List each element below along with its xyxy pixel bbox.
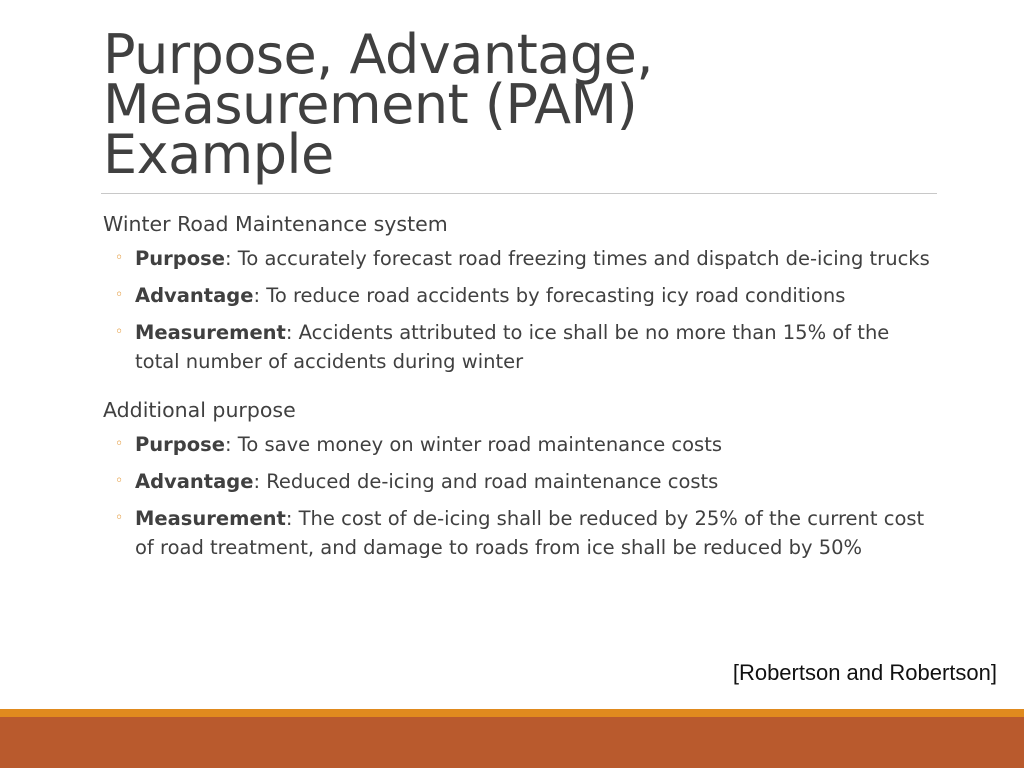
section-heading: Additional purpose (103, 398, 296, 422)
bullet-list (103, 430, 933, 562)
bullet-item (103, 430, 933, 459)
section-heading: Winter Road Maintenance system (103, 212, 448, 236)
bullet-list (103, 244, 933, 376)
bullet-keyword: Measurement (135, 507, 286, 530)
slide-title-line: Measurement (PAM) (103, 73, 638, 136)
bullet-item (103, 318, 933, 376)
bullet-item (103, 244, 933, 273)
slide-title (103, 23, 803, 186)
bullet-circle-icon: ◦ (115, 287, 124, 303)
bullet-keyword: Measurement (135, 321, 286, 344)
citation: [Robertson and Robertson] (732, 660, 997, 685)
bullet-text: : To save money on winter road maintenance costs (224, 433, 723, 456)
section-additional-purpose (103, 396, 933, 562)
bullet-circle-icon: ◦ (115, 250, 124, 266)
bullet-keyword: Purpose (135, 247, 225, 270)
footer-band (0, 717, 1024, 768)
slide-title-line: Example (103, 123, 334, 186)
slide-body (103, 210, 933, 570)
title-divider (101, 193, 937, 194)
bullet-text: : Reduced de-icing and road maintenance costs (253, 470, 719, 493)
bullet-text: : Accidents attributed to ice shall be no more than 15% of the total number of accidents during winter (135, 321, 890, 373)
bullet-circle-icon: ◦ (115, 510, 124, 526)
bullet-item (103, 281, 933, 310)
bullet-item (103, 504, 933, 562)
footer-accent-stripe (0, 709, 1024, 717)
bullet-item (103, 467, 933, 496)
slide-title-line: Purpose, Advantage, (103, 23, 654, 86)
bullet-circle-icon: ◦ (115, 473, 124, 489)
bullet-circle-icon: ◦ (115, 324, 124, 340)
bullet-keyword: Advantage (135, 284, 254, 307)
bullet-text: : To reduce road accidents by forecasting icy road conditions (253, 284, 846, 307)
bullet-circle-icon: ◦ (115, 436, 124, 452)
bullet-text: : To accurately forecast road freezing times and dispatch de-icing trucks (224, 247, 930, 270)
bullet-keyword: Advantage (135, 470, 254, 493)
section-winter-road (103, 210, 933, 376)
bullet-text: : The cost of de-icing shall be reduced by 25% of the current cost of road treatment, and damage to roads from ice shall be reduced by 50% (135, 507, 925, 559)
bullet-keyword: Purpose (135, 433, 225, 456)
